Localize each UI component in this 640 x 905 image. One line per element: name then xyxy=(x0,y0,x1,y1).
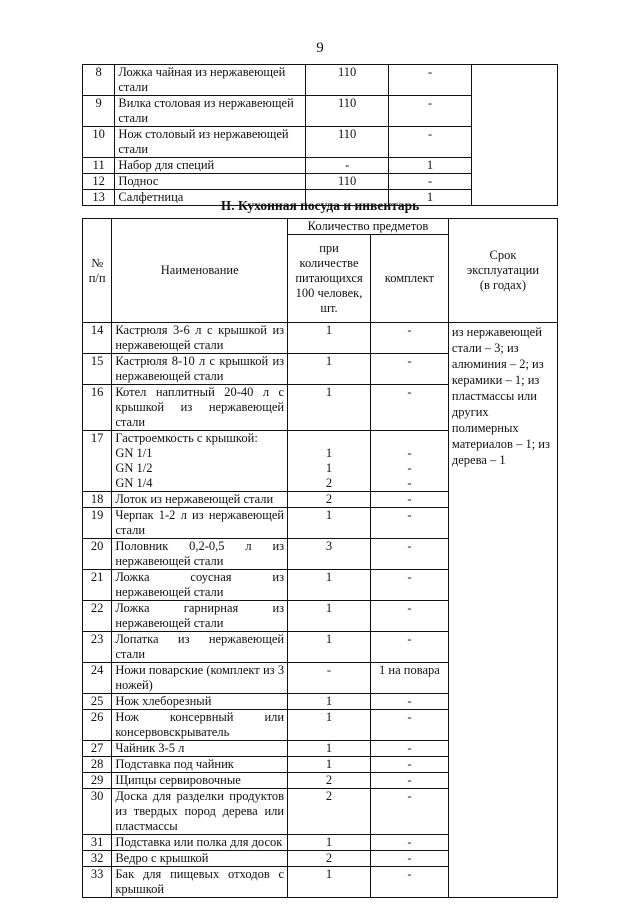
row-qty: - xyxy=(306,158,389,174)
row-qty xyxy=(288,431,371,492)
header-kit: комплект xyxy=(370,235,448,323)
row-kit: - xyxy=(370,757,448,773)
row-kit: 1 xyxy=(389,190,472,206)
row-kit: - xyxy=(389,96,472,127)
row-name: Доска для разделки продуктов из твердых пород дерева или пластмассы xyxy=(112,789,288,835)
row-qty: 1 xyxy=(288,835,371,851)
row-num: 28 xyxy=(83,757,112,773)
table-row xyxy=(83,323,558,354)
row-num: 16 xyxy=(83,385,112,431)
row-kit: 1 xyxy=(389,158,472,174)
row-qty: 3 xyxy=(288,539,371,570)
row-qty: 1 xyxy=(288,385,371,431)
row-sub-kit: - xyxy=(407,446,412,460)
row-kit: - xyxy=(370,867,448,898)
row-sub-name: GN 1/4 xyxy=(115,476,153,490)
row-qty: 2 xyxy=(288,851,371,867)
row-name-main: Гастроемкость с крышкой: xyxy=(115,431,258,445)
row-name: Подставка под чайник xyxy=(112,757,288,773)
row-name: Ложка гарнирная из нержавеющей стали xyxy=(112,601,288,632)
row-qty: 1 xyxy=(288,508,371,539)
row-name: Набор для специй xyxy=(115,158,306,174)
row-num: 10 xyxy=(83,127,115,158)
row-num: 25 xyxy=(83,694,112,710)
row-name xyxy=(112,431,288,492)
row-num: 24 xyxy=(83,663,112,694)
row-kit: - xyxy=(370,601,448,632)
row-qty: 1 xyxy=(288,601,371,632)
row-name: Вилка столовая из нержавеющей стали xyxy=(115,96,306,127)
row-num: 20 xyxy=(83,539,112,570)
row-num: 21 xyxy=(83,570,112,601)
header-term: Срок эксплуатации (в годах) xyxy=(448,219,557,323)
row-name: Половник 0,2-0,5 л из нержавеющей стали xyxy=(112,539,288,570)
row-num: 27 xyxy=(83,741,112,757)
row-qty: 1 xyxy=(288,354,371,385)
row-qty: 2 xyxy=(288,773,371,789)
row-num: 12 xyxy=(83,174,115,190)
row-kit: - xyxy=(370,354,448,385)
row-sub-qty: 2 xyxy=(325,476,333,490)
row-name: Подставка или полка для досок xyxy=(112,835,288,851)
row-qty: - xyxy=(288,663,371,694)
row-sub-qty: 1 xyxy=(325,446,333,460)
row-kit: - xyxy=(370,508,448,539)
row-name: Бак для пищевых отходов с крышкой xyxy=(112,867,288,898)
row-kit: - xyxy=(370,570,448,601)
header-name: Наименование xyxy=(112,219,288,323)
row-name: Лоток из нержавеющей стали xyxy=(112,492,288,508)
row-name: Нож столовый из нержавеющей стали xyxy=(115,127,306,158)
row-kit: - xyxy=(370,851,448,867)
row-name: Лопатка из нержавеющей стали xyxy=(112,632,288,663)
row-qty: 110 xyxy=(306,127,389,158)
row-num: 32 xyxy=(83,851,112,867)
row-kit: - xyxy=(370,835,448,851)
row-name: Салфетница xyxy=(115,190,306,206)
row-kit: - xyxy=(389,174,472,190)
row-num: 22 xyxy=(83,601,112,632)
row-name: Кастрюля 3-6 л с крышкой из нержавеющей стали xyxy=(112,323,288,354)
table-top-body xyxy=(83,65,558,206)
row-num: 33 xyxy=(83,867,112,898)
row-qty: 1 xyxy=(288,867,371,898)
row-kit: - xyxy=(370,385,448,431)
row-qty: 1 xyxy=(288,323,371,354)
row-qty: 1 xyxy=(288,741,371,757)
row-name: Чайник 3-5 л xyxy=(112,741,288,757)
row-name: Поднос xyxy=(115,174,306,190)
row-kit: - xyxy=(370,323,448,354)
row-sub-name: GN 1/1 xyxy=(115,446,153,460)
row-term-empty xyxy=(471,65,557,206)
row-qty: 110 xyxy=(306,174,389,190)
row-sub-name: GN 1/2 xyxy=(115,461,153,475)
row-kit xyxy=(370,431,448,492)
row-kit-blank xyxy=(374,431,445,446)
header-count-group: Количество предметов xyxy=(288,219,449,235)
row-qty-blank xyxy=(291,431,367,446)
table-main-header xyxy=(83,219,558,323)
row-kit: - xyxy=(370,773,448,789)
row-num: 30 xyxy=(83,789,112,835)
row-name: Кастрюля 8-10 л с крышкой из нержавеющей стали xyxy=(112,354,288,385)
row-name: Ведро с крышкой xyxy=(112,851,288,867)
row-kit: - xyxy=(370,632,448,663)
row-kit: - xyxy=(389,127,472,158)
row-num: 17 xyxy=(83,431,112,492)
row-name: Ложка соусная из нержавеющей стали xyxy=(112,570,288,601)
row-qty: 110 xyxy=(306,96,389,127)
row-name: Нож консервный или консервовскрыватель xyxy=(112,710,288,741)
table-top xyxy=(82,64,558,206)
row-qty: 1 xyxy=(288,710,371,741)
row-sub-kit: - xyxy=(407,476,412,490)
row-num: 13 xyxy=(83,190,115,206)
row-name: Нож хлеборезный xyxy=(112,694,288,710)
row-num: 29 xyxy=(83,773,112,789)
row-kit: - xyxy=(389,65,472,96)
row-kit: - xyxy=(370,492,448,508)
row-name: Щипцы сервировочные xyxy=(112,773,288,789)
row-num: 18 xyxy=(83,492,112,508)
row-qty: 1 xyxy=(288,694,371,710)
row-num: 9 xyxy=(83,96,115,127)
row-num: 26 xyxy=(83,710,112,741)
row-name: Котел наплитный 20-40 л с крышкой из нержавеющей стали xyxy=(112,385,288,431)
row-num: 19 xyxy=(83,508,112,539)
row-qty: 110 xyxy=(306,65,389,96)
row-kit: - xyxy=(370,694,448,710)
table-main-body xyxy=(83,323,558,898)
row-name: Ножи поварские (комплект из 3 ножей) xyxy=(112,663,288,694)
row-qty: 2 xyxy=(288,789,371,835)
row-qty: 1 xyxy=(288,570,371,601)
row-num: 23 xyxy=(83,632,112,663)
row-sub-qty: 1 xyxy=(325,461,333,475)
row-qty: 1 xyxy=(288,632,371,663)
row-qty: 1 xyxy=(288,757,371,773)
row-kit: - xyxy=(370,741,448,757)
row-kit: 1 на повара xyxy=(370,663,448,694)
row-kit: - xyxy=(370,789,448,835)
row-kit: - xyxy=(370,710,448,741)
row-num: 31 xyxy=(83,835,112,851)
header-num: № п/п xyxy=(83,219,112,323)
page-number: 9 xyxy=(316,40,324,56)
row-num: 11 xyxy=(83,158,115,174)
row-name: Черпак 1-2 л из нержавеющей стали xyxy=(112,508,288,539)
section-title: II. Кухонная посуда и инвентарь xyxy=(220,198,420,213)
row-num: 15 xyxy=(83,354,112,385)
table-row xyxy=(83,65,558,96)
row-num: 14 xyxy=(83,323,112,354)
row-num: 8 xyxy=(83,65,115,96)
header-qty: при количестве питающихся 100 человек, шт. xyxy=(288,235,371,323)
row-name: Ложка чайная из нержавеющей стали xyxy=(115,65,306,96)
row-kit: - xyxy=(370,539,448,570)
row-sub-kit: - xyxy=(407,461,412,475)
table-main xyxy=(82,218,558,898)
row-qty: 2 xyxy=(288,492,371,508)
row-term: из нержавеющей стали – 3; из алюминия – 2; из керамики – 1; из пластмассы или других полимерных материалов – 1; из дерева – 1 xyxy=(448,323,557,898)
